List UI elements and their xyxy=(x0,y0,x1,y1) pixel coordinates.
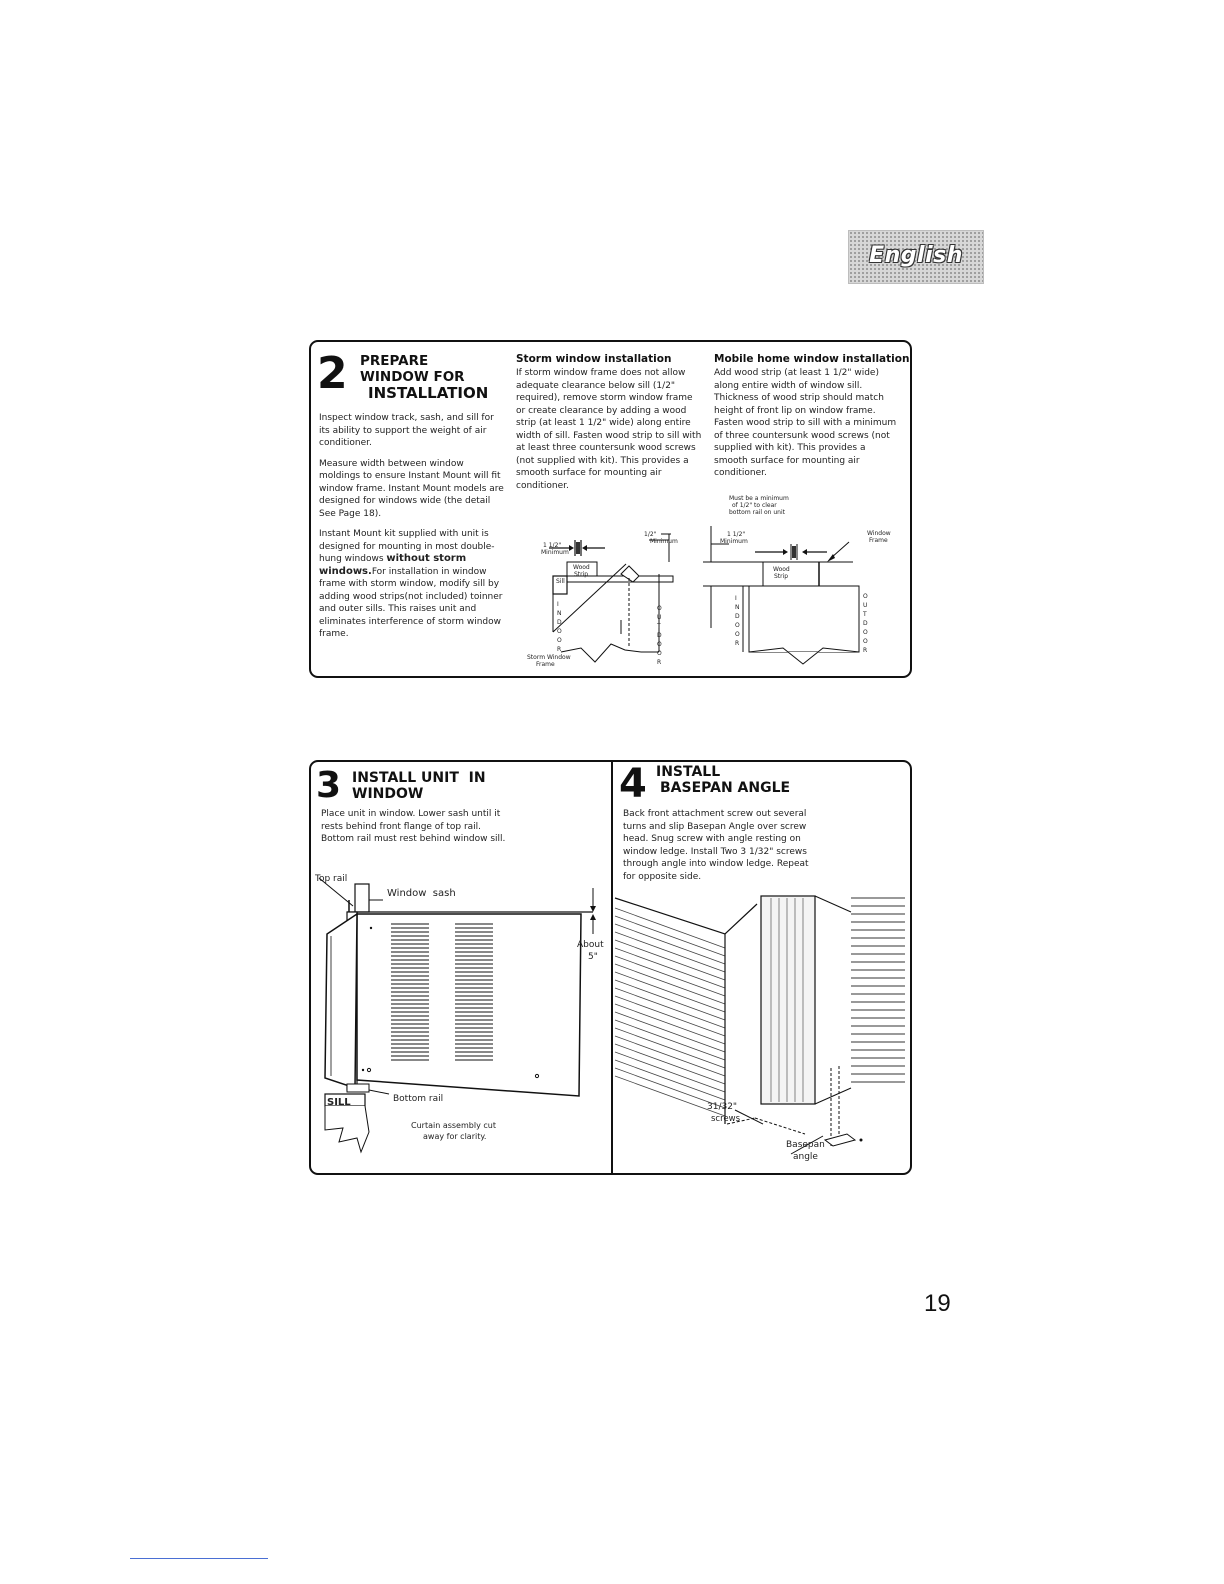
diagram-label: Frame xyxy=(869,537,888,544)
indoor-label: I N D O O R xyxy=(735,595,740,647)
step-title xyxy=(656,764,790,796)
curtain-note: Curtain assembly cut xyxy=(411,1121,496,1130)
step-2-panel xyxy=(309,340,912,678)
basepan-label: Basepan xyxy=(786,1140,825,1150)
step-title-line: PREPARE xyxy=(360,353,429,369)
diagram-label: Wood xyxy=(573,564,590,571)
diagram-label: Wood xyxy=(773,566,790,573)
language-tab xyxy=(848,230,984,284)
text-run: Instant Mount kit supplied with unit is designed for mounting in most double-hung windows xyxy=(319,529,495,564)
diagram-label: Strip xyxy=(774,573,789,580)
step-2-body xyxy=(319,412,507,649)
step-title-line: INSTALLATION xyxy=(368,384,489,403)
step-title xyxy=(360,354,488,402)
diagram-label: Sill xyxy=(556,578,565,585)
step-title xyxy=(352,770,486,802)
diagram-label: 1 1/2" xyxy=(727,531,746,538)
paragraph: Inspect window track, sash, and sill for its ability to support the weight of air conditioner. xyxy=(319,413,494,448)
screws-label: screws xyxy=(711,1114,741,1124)
screws-size-label: 31/32" xyxy=(707,1102,738,1112)
diagram-label: of 1/2" to clear xyxy=(732,502,777,509)
paragraph: Measure width between window moldings to ensure Instant Mount will fit window frame. Instant Mount models are designed for windows wide (the detail See Page 18). xyxy=(319,458,504,519)
emphasis-text: without storm windows. xyxy=(319,553,467,577)
indoor-label: I N D O O R xyxy=(557,601,562,653)
text-run: For installation in window frame with storm window, modify sill by adding wood strips(not included) toinner and outer sills. This raises unit and eliminates interference of storm window frame. xyxy=(319,566,503,639)
diagram-label: Window xyxy=(867,530,891,537)
diagram-label: Minimum xyxy=(720,538,748,545)
window-sash-label: Window sash xyxy=(387,888,456,899)
sill-label: SILL xyxy=(327,1097,351,1108)
top-rail-label: Top rail xyxy=(315,874,348,884)
step-title-line: BASEPAN ANGLE xyxy=(660,780,791,797)
step-title-line: INSTALL xyxy=(656,764,721,780)
diagram-label: Frame xyxy=(536,661,555,668)
mobile-home-heading: Mobile home window installation xyxy=(714,353,910,365)
step-number: 4 xyxy=(619,761,647,807)
panel-divider xyxy=(611,762,613,1173)
mobile-home-text: Add wood strip (at least 1 1/2" wide) along entire width of window sill. Thickness of wood strip should match height of front lip on window frame. Fasten wood strip to sill with a minimum of three countersunk wood screws (not supplied with kit). This provides a smooth surface for mounting air conditioner. xyxy=(714,368,897,478)
storm-window-heading: Storm window installation xyxy=(516,353,672,365)
diagram-label: bottom rail on unit xyxy=(729,509,785,516)
step-number: 3 xyxy=(316,765,342,806)
paragraph xyxy=(319,528,507,641)
page-number: 19 xyxy=(924,1290,951,1317)
step-title-line: WINDOW FOR xyxy=(360,368,465,385)
diagram-label: Minimum xyxy=(541,549,569,556)
diagram-label: 1 1/2" xyxy=(543,542,562,549)
step-title-line: INSTALL UNIT IN xyxy=(352,770,486,786)
footer-line xyxy=(130,1558,268,1559)
five-inch-label: 5" xyxy=(588,952,598,962)
diagram-label: Storm Window xyxy=(527,654,571,661)
storm-window-text: If storm window frame does not allow adequate clearance below sill (1/2" required), remove storm window frame or create clearance by adding a wood strip (at least 1 1/2" wide) along entire width of sill. Fasten wood strip to sill with at least three countersunk wood screws (not supplied with kit). This provides a smooth surface for mounting air conditioner. xyxy=(516,368,702,491)
diagram-label: 1/2" xyxy=(644,531,657,538)
basepan-angle-illustration xyxy=(615,888,911,1174)
diagram-label: Must be a minimum xyxy=(729,495,789,502)
language-tab-label: English xyxy=(869,243,963,268)
steps-3-4-panel xyxy=(309,760,912,1175)
step-number: 2 xyxy=(317,348,348,399)
step-3-text: Place unit in window. Lower sash until it rests behind front flange of top rail. Bottom rail must rest behind window sill. xyxy=(321,809,506,844)
about-label: About xyxy=(577,940,604,950)
basepan-label: angle xyxy=(793,1152,818,1162)
step-4-text: Back front attachment screw out several turns and slip Basepan Angle over screw head. Snug screw with angle resting on window ledge. Install Two 3 1/32" screws through angle into window ledge. Repeat for opposite side. xyxy=(623,809,809,882)
outdoor-label: O U T D O O R xyxy=(863,593,868,654)
bottom-rail-label: Bottom rail xyxy=(393,1094,444,1104)
diagram-label: Strip xyxy=(574,571,589,578)
outdoor-label: O U T D O O R xyxy=(657,605,662,666)
diagram-label: Minimum xyxy=(650,538,678,545)
curtain-note: away for clarity. xyxy=(423,1132,487,1141)
step-title-line: WINDOW xyxy=(352,786,424,803)
